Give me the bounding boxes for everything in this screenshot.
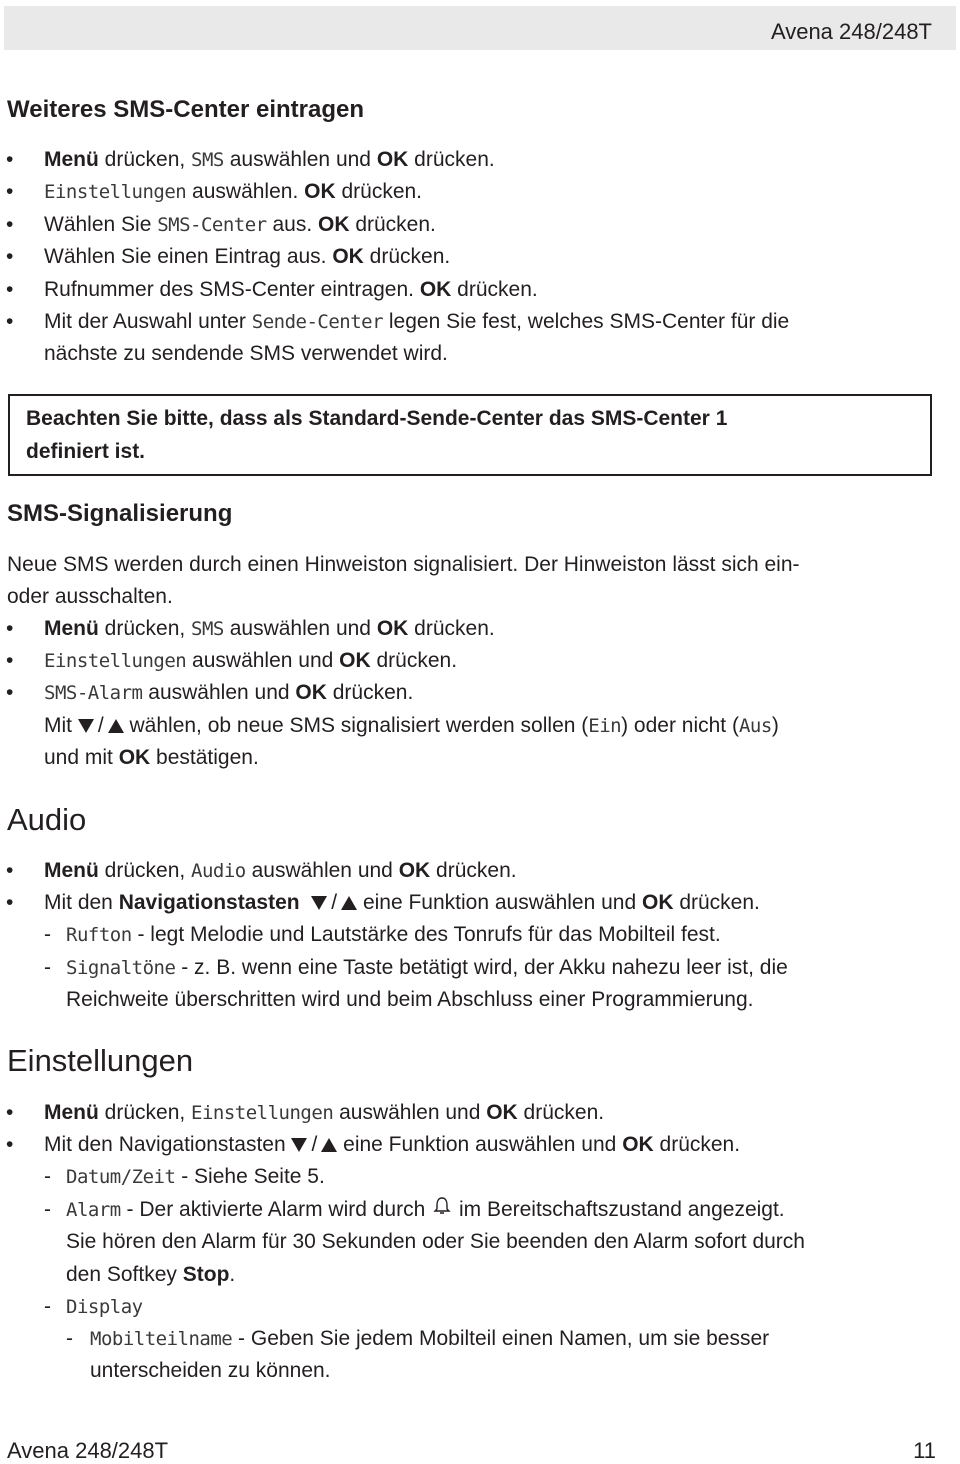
sub-item-dash: - (44, 1198, 51, 1221)
section-title-sms-signal: SMS-Signalisierung (7, 500, 233, 527)
bullet: • (6, 278, 14, 301)
intro-line1: Neue SMS werden durch einen Hinweiston signalisiert. Der Hinweiston lässt sich ein- (7, 553, 800, 576)
list-item: SMS-Alarm auswählen und OK drücken. (44, 681, 414, 704)
header-title: Avena 248/248T (770, 19, 932, 44)
bullet: • (6, 213, 14, 236)
sub-item-dash: - (44, 923, 51, 946)
list-item: Mit den Navigationstasten / eine Funktion auswählen und OK drücken. (44, 1133, 741, 1156)
footer-title: Avena 248/248T (7, 1438, 169, 1463)
sub-item-dash: - (44, 1295, 51, 1318)
list-item: Menü drücken, SMS auswählen und OK drücken. (44, 617, 495, 640)
bullet: • (6, 1133, 14, 1156)
sub-sub-item-continuation: unterscheiden zu können. (90, 1359, 331, 1382)
page-number: 11 (913, 1438, 936, 1463)
select-line: Mit / wählen, ob neue SMS signalisiert werden sollen (Ein) oder nicht (Aus) (44, 714, 779, 737)
sub-item: Rufton - legt Melodie und Lautstärke des Tonrufs für das Mobilteil fest. (66, 923, 721, 946)
list-item: Menü drücken, SMS auswählen und OK drücken. (44, 148, 495, 171)
list-item: Wählen Sie SMS-Center aus. OK drücken. (44, 213, 436, 236)
list-item: Mit der Auswahl unter Sende-Center legen Sie fest, welches SMS-Center für die (44, 310, 790, 333)
section-title-sms-center: Weiteres SMS-Center eintragen (7, 96, 364, 123)
section-title-audio: Audio (7, 802, 87, 837)
bullet: • (6, 310, 14, 333)
bullet: • (6, 891, 14, 914)
header-bar (4, 6, 956, 50)
sub-item-continuation: den Softkey Stop. (66, 1263, 236, 1286)
bullet: • (6, 681, 14, 704)
bullet: • (6, 859, 14, 882)
arrow-down-icon (291, 1138, 307, 1152)
intro-line2: oder ausschalten. (7, 585, 173, 608)
list-item-continuation: nächste zu sendende SMS verwendet wird. (44, 342, 448, 365)
list-item: Einstellungen auswählen. OK drücken. (44, 180, 423, 203)
sub-item: Display (66, 1296, 143, 1318)
bullet: • (6, 1101, 14, 1124)
sub-sub-item: Mobilteilname - Geben Sie jedem Mobilteil einen Namen, um sie besser (90, 1327, 770, 1350)
list-item: Einstellungen auswählen und OK drücken. (44, 649, 458, 672)
sub-item-dash: - (44, 1165, 51, 1188)
arrow-up-icon (108, 719, 124, 733)
bullet: • (6, 180, 14, 203)
list-item: Menü drücken, Einstellungen auswählen und OK drücken. (44, 1101, 605, 1124)
list-item: Mit den Navigationstasten / eine Funktion auswählen und OK drücken. (44, 891, 760, 914)
bullet: • (6, 245, 14, 268)
note-text-line2: definiert ist. (26, 440, 146, 463)
sub-item-continuation: Reichweite überschritten wird und beim Abschluss einer Programmierung. (66, 988, 754, 1011)
sub-item: Alarm - Der aktivierte Alarm wird durch im Bereitschaftszustand angezeigt. (66, 1194, 785, 1226)
list-item: Wählen Sie einen Eintrag aus. OK drücken. (44, 245, 451, 268)
bullet: • (6, 649, 14, 672)
arrow-up-icon (341, 896, 357, 910)
bullet: • (6, 148, 14, 171)
bullet: • (6, 617, 14, 640)
note-text-line1: Beachten Sie bitte, dass als Standard-Sende-Center das SMS-Center 1 (26, 407, 728, 430)
list-item: Rufnummer des SMS-Center eintragen. OK drücken. (44, 278, 538, 301)
list-item: Menü drücken, Audio auswählen und OK drücken. (44, 859, 517, 882)
sub-item-dash: - (44, 956, 51, 979)
arrow-down-icon (78, 719, 94, 733)
arrow-down-icon (311, 896, 327, 910)
sub-item: Datum/Zeit - Siehe Seite 5. (66, 1165, 325, 1188)
bell-icon (431, 1194, 453, 1226)
sub-item-continuation: Sie hören den Alarm für 30 Sekunden oder Sie beenden den Alarm sofort durch (66, 1230, 805, 1253)
sub-item: Signaltöne - z. B. wenn eine Taste betätigt wird, der Akku nahezu leer ist, die (66, 956, 788, 979)
section-title-settings: Einstellungen (7, 1043, 194, 1078)
select-line2: und mit OK bestätigen. (44, 746, 259, 769)
arrow-up-icon (321, 1138, 337, 1152)
sub-sub-item-dash: - (66, 1327, 73, 1350)
